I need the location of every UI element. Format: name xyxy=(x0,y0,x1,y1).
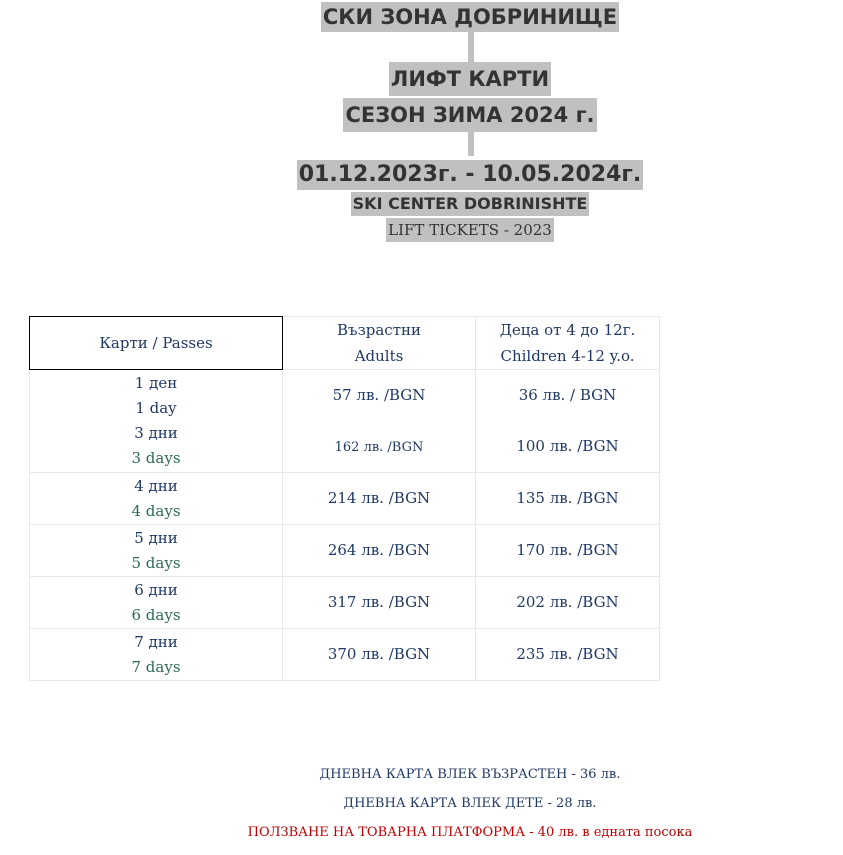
table-header-row xyxy=(30,317,660,370)
header-passes xyxy=(30,317,283,370)
child-price-cell: 36 лв. / BGN xyxy=(476,370,660,422)
header-ski-center-en: SKI CENTER DOBRINISHTE xyxy=(351,192,590,216)
header-children-en: Children 4-12 y.o. xyxy=(500,347,635,365)
price-table xyxy=(29,316,660,681)
row-label-cell xyxy=(30,577,283,629)
child-price-cell: 235 лв. /BGN xyxy=(476,629,660,681)
row-label-en: 6 days xyxy=(131,605,181,624)
row-label-cell xyxy=(30,370,283,473)
adult-price-cell: 264 лв. /BGN xyxy=(283,525,476,577)
child-price-cell: 135 лв. /BGN xyxy=(476,473,660,525)
row-label-bg: 6 дни xyxy=(134,580,178,599)
row-label-cell xyxy=(30,525,283,577)
table-row xyxy=(30,629,660,681)
footer-child-draglift-price: ДНЕВНА КАРТА ВЛЕК ДЕТЕ - 28 лв. xyxy=(343,796,597,811)
header-date-range: 01.12.2023г. - 10.05.2024г. xyxy=(297,160,644,190)
header-ski-zone-title: СКИ ЗОНА ДОБРИНИЩЕ xyxy=(321,2,619,32)
header-season: СЕЗОН ЗИМА 2024 г. xyxy=(343,98,596,132)
adult-price-text: 162 лв. /BGN xyxy=(334,439,424,455)
row-label-bg: 5 дни xyxy=(134,528,178,547)
header-adults xyxy=(283,317,476,370)
row-label-en: 7 days xyxy=(131,657,181,676)
row-label-bg: 3 дни xyxy=(134,424,178,442)
child-price-cell: 170 лв. /BGN xyxy=(476,525,660,577)
header-children-bg: Деца от 4 до 12г. xyxy=(499,321,636,339)
child-price-cell: 202 лв. /BGN xyxy=(476,577,660,629)
row-label-cell xyxy=(30,629,283,681)
row-label-en: 1 day xyxy=(135,399,177,417)
row-label-en: 4 days xyxy=(131,501,181,520)
row-label-bg: 4 дни xyxy=(134,476,178,495)
header-children xyxy=(476,317,660,370)
row-label-bg: 1 ден xyxy=(134,374,178,392)
adult-price-cell: 317 лв. /BGN xyxy=(283,577,476,629)
adult-price-cell: 370 лв. /BGN xyxy=(283,629,476,681)
table-row xyxy=(30,525,660,577)
row-label-cell xyxy=(30,473,283,525)
child-price-cell: 100 лв. /BGN xyxy=(476,421,660,473)
table-row xyxy=(30,370,660,422)
adult-price-cell: 57 лв. /BGN xyxy=(283,370,476,422)
adult-price-cell: 214 лв. /BGN xyxy=(283,473,476,525)
row-label-en: 5 days xyxy=(131,553,181,572)
header-lift-cards: ЛИФТ КАРТИ xyxy=(389,62,551,96)
row-label-bg: 7 дни xyxy=(134,632,178,651)
header-adults-en: Adults xyxy=(354,347,404,365)
footer-cargo-platform-price: ПОЛЗВАНЕ НА ТОВАРНА ПЛАТФОРМА - 40 лв. в едната посока xyxy=(247,825,693,840)
header-passes-label: Карти / Passes xyxy=(99,334,213,352)
footer-adult-draglift-price: ДНЕВНА КАРТА ВЛЕК ВЪЗРАСТЕН - 36 лв. xyxy=(319,767,621,782)
table-row xyxy=(30,473,660,525)
header-lift-tickets-en: LIFT TICKETS - 2023 xyxy=(386,218,554,242)
row-label-en: 3 days xyxy=(131,449,181,467)
table-row xyxy=(30,577,660,629)
document-header xyxy=(0,0,843,242)
adult-price-cell xyxy=(283,421,476,473)
header-adults-bg: Възрастни xyxy=(337,321,421,339)
